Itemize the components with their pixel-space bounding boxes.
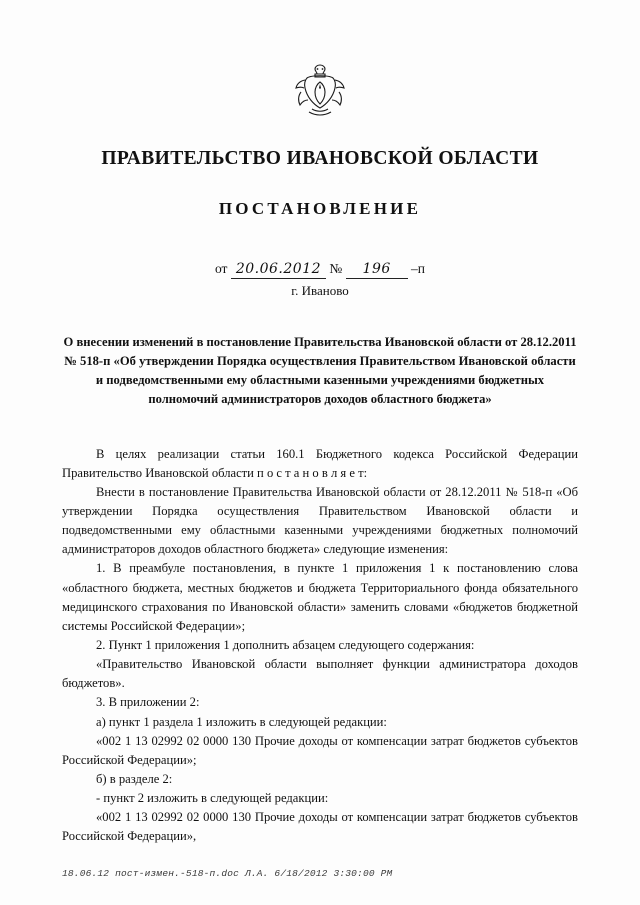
body-paragraph: б) в разделе 2: [96, 771, 173, 786]
body-paragraph: В целях реализации статьи 160.1 Бюджетного кодекса Российской Федерации Правительство Ивановской области п о с т а н о в л я е т: [62, 446, 578, 480]
number-suffix-label: –п [411, 261, 426, 276]
body-paragraph: «Правительство Ивановской области выполняет функции администратора доходов бюджетов». [62, 657, 578, 691]
body-paragraph: а) пункт 1 раздела 1 изложить в следующей редакции: [96, 714, 387, 729]
document-footer-stamp: 18.06.12 пост-измен.-518-п.doc Л.А. 6/18/2012 3:30:00 PM [62, 868, 393, 879]
body-paragraph: - пункт 2 изложить в следующей редакции: [96, 791, 329, 806]
document-body [62, 445, 578, 847]
date-prefix-label: от [214, 261, 228, 276]
page-title: ПРАВИТЕЛЬСТВО ИВАНОВСКОЙ ОБЛАСТИ [101, 148, 539, 169]
body-paragraph: 1. В преамбуле постановления, в пункте 1 приложения 1 к постановлению слова «областного бюджета, местных бюджетов и бюджета Территориального фонда обязательного медицинского страхования по Ивановской области» заменить словами «бюджетов бюджетной системы Российской Федерации»; [62, 561, 578, 633]
body-paragraph: Внести в постановление Правительства Ивановской области от 28.12.2011 № 518-п «Об утверждении Порядка осуществления Правительством Ивановской области и подведомственными ему областными казенными учреждениями бюджетных полномочий администраторов доходов областного бюджета» следующие изменения: [62, 484, 578, 557]
document-type-heading: ПОСТАНОВЛЕНИЕ [218, 199, 422, 218]
date-value: 20.06.2012 [231, 261, 326, 279]
body-paragraph: «002 1 13 02992 02 0000 130 Прочие доходы от компенсации затрат бюджетов субъектов Российской Федерации»; [62, 733, 578, 767]
number-prefix-label: № [329, 261, 343, 276]
ivanovo-oblast-coat-of-arms-icon [285, 0, 355, 118]
number-value: 196 [346, 261, 408, 279]
body-paragraph: 2. Пункт 1 приложения 1 дополнить абзацем следующего содержания: [96, 637, 475, 652]
body-paragraph: 3. В приложении 2: [96, 695, 200, 710]
document-subject: О внесении изменений в постановление Правительства Ивановской области от 28.12.2011 № 518-п «Об утверждении Порядка осуществления Правительством Ивановской области и подведомственными ему областными казенными учреждениями бюджетных полномочий администраторов доходов областного бюджета» [63, 335, 577, 406]
body-paragraph: «002 1 13 02992 02 0000 130 Прочие доходы от компенсации затрат бюджетов субъектов Российской Федерации», [62, 810, 578, 844]
date-number-line [0, 261, 640, 279]
city-label: г. Иваново [291, 283, 349, 298]
